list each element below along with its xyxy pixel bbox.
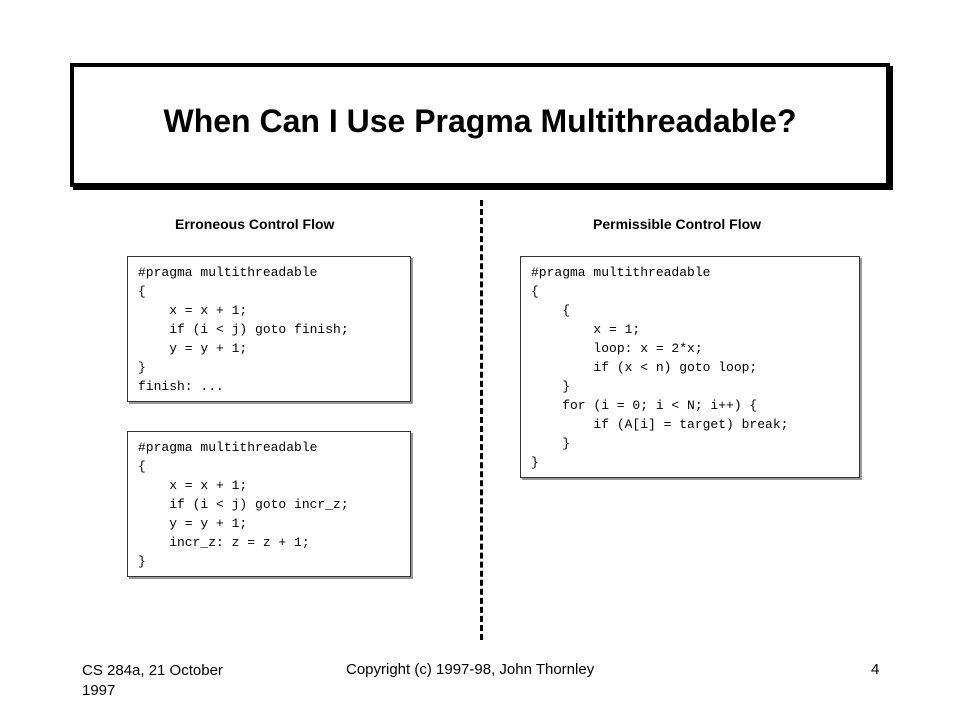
- code-erroneous-2: #pragma multithreadable { x = x + 1; if (i < j) goto incr_z; y = y + 1; incr_z: z = z + 1; }: [138, 440, 349, 569]
- dashed-divider: [480, 200, 483, 640]
- footer-course-date: CS 284a, 21 October 1997: [82, 662, 223, 699]
- footer-copyright: Copyright (c) 1997-98, John Thornley: [346, 661, 595, 678]
- code-box-erroneous-2: [127, 431, 411, 577]
- page-number: 4: [871, 661, 880, 678]
- code-permissible: #pragma multithreadable { { x = 1; loop: x = 2*x; if (x < n) goto loop; } for (i = 0; i < N; i++) { if (A[i] = target) break; } }: [531, 265, 789, 470]
- slide-title: When Can I Use Pragma Multithreadable?: [163, 103, 797, 139]
- title-box: [70, 63, 890, 187]
- code-erroneous-1: #pragma multithreadable { x = x + 1; if (i < j) goto finish; y = y + 1; } finish: ...: [138, 265, 349, 394]
- code-box-erroneous-1: [127, 256, 411, 402]
- left-column-heading: Erroneous Control Flow: [175, 216, 335, 232]
- code-box-permissible: [520, 256, 860, 478]
- right-column-heading: Permissible Control Flow: [593, 216, 762, 232]
